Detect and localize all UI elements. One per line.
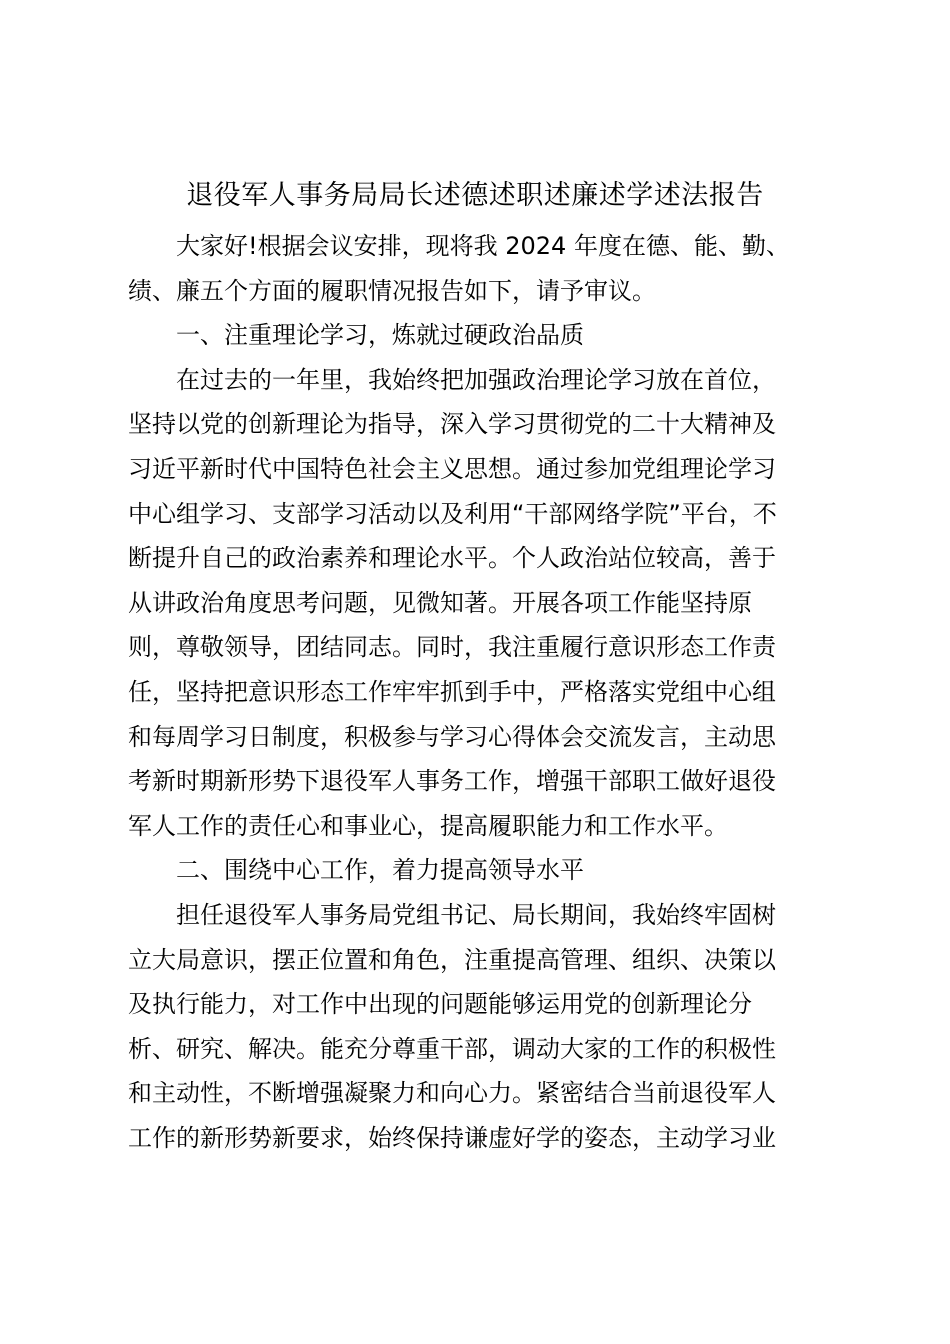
paragraph-line: 及执行能力，对工作中出现的问题能够运用党的创新理论分 — [128, 990, 752, 1019]
paragraph-line: 中心组学习、支部学习活动以及利用“干部网络学院”平台，不 — [128, 499, 777, 528]
document-body — [128, 224, 822, 1160]
paragraph-line: 军人工作的责任心和事业心，提高履职能力和工作水平。 — [128, 811, 728, 840]
paragraph-line: 断提升自己的政治素养和理论水平。个人政治站位较高，善于 — [128, 544, 776, 573]
paragraph-line: 析、研究、解决。能充分尊重干部，调动大家的工作的积极性 — [128, 1034, 776, 1063]
paragraph-line: 大家好!根据会议安排，现将我 2024 年度在德、能、勤、 — [176, 232, 790, 260]
paragraph-line: 考新时期新形势下退役军人事务工作，增强干部职工做好退役 — [128, 767, 776, 796]
paragraph-line: 坚持以党的创新理论为指导，深入学习贯彻党的二十大精神及 — [128, 410, 776, 439]
paragraph-line: 则，尊敬领导，团结同志。同时，我注重履行意识形态工作责 — [128, 633, 776, 662]
paragraph-line: 工作的新形势新要求，始终保持谦虚好学的姿态，主动学习业 — [128, 1123, 776, 1152]
paragraph-line: 从讲政治角度思考问题，见微知著。开展各项工作能坚持原 — [128, 588, 752, 617]
paragraph-line: 绩、廉五个方面的履职情况报告如下，请予审议。 — [128, 276, 656, 305]
section-heading: 二、围绕中心工作，着力提高领导水平 — [176, 856, 584, 885]
paragraph-line: 担任退役军人事务局党组书记、局长期间，我始终牢固树 — [176, 900, 776, 929]
section-heading: 一、注重理论学习，炼就过硬政治品质 — [176, 321, 584, 350]
paragraph-line: 习近平新时代中国特色社会主义思想。通过参加党组理论学习 — [128, 454, 776, 483]
paragraph-line: 在过去的一年里，我始终把加强政治理论学习放在首位， — [176, 365, 776, 394]
paragraph-line: 和每周学习日制度，积极参与学习心得体会交流发言，主动思 — [128, 722, 776, 751]
document-title: 退役军人事务局局长述德述职述廉述学述法报告 — [186, 180, 764, 211]
paragraph-line: 任，坚持把意识形态工作牢牢抓到手中，严格落实党组中心组 — [128, 677, 776, 706]
paragraph-line: 立大局意识，摆正位置和角色，注重提高管理、组织、决策以 — [128, 945, 776, 974]
paragraph-line: 和主动性，不断增强凝聚力和向心力。紧密结合当前退役军人 — [128, 1079, 776, 1108]
